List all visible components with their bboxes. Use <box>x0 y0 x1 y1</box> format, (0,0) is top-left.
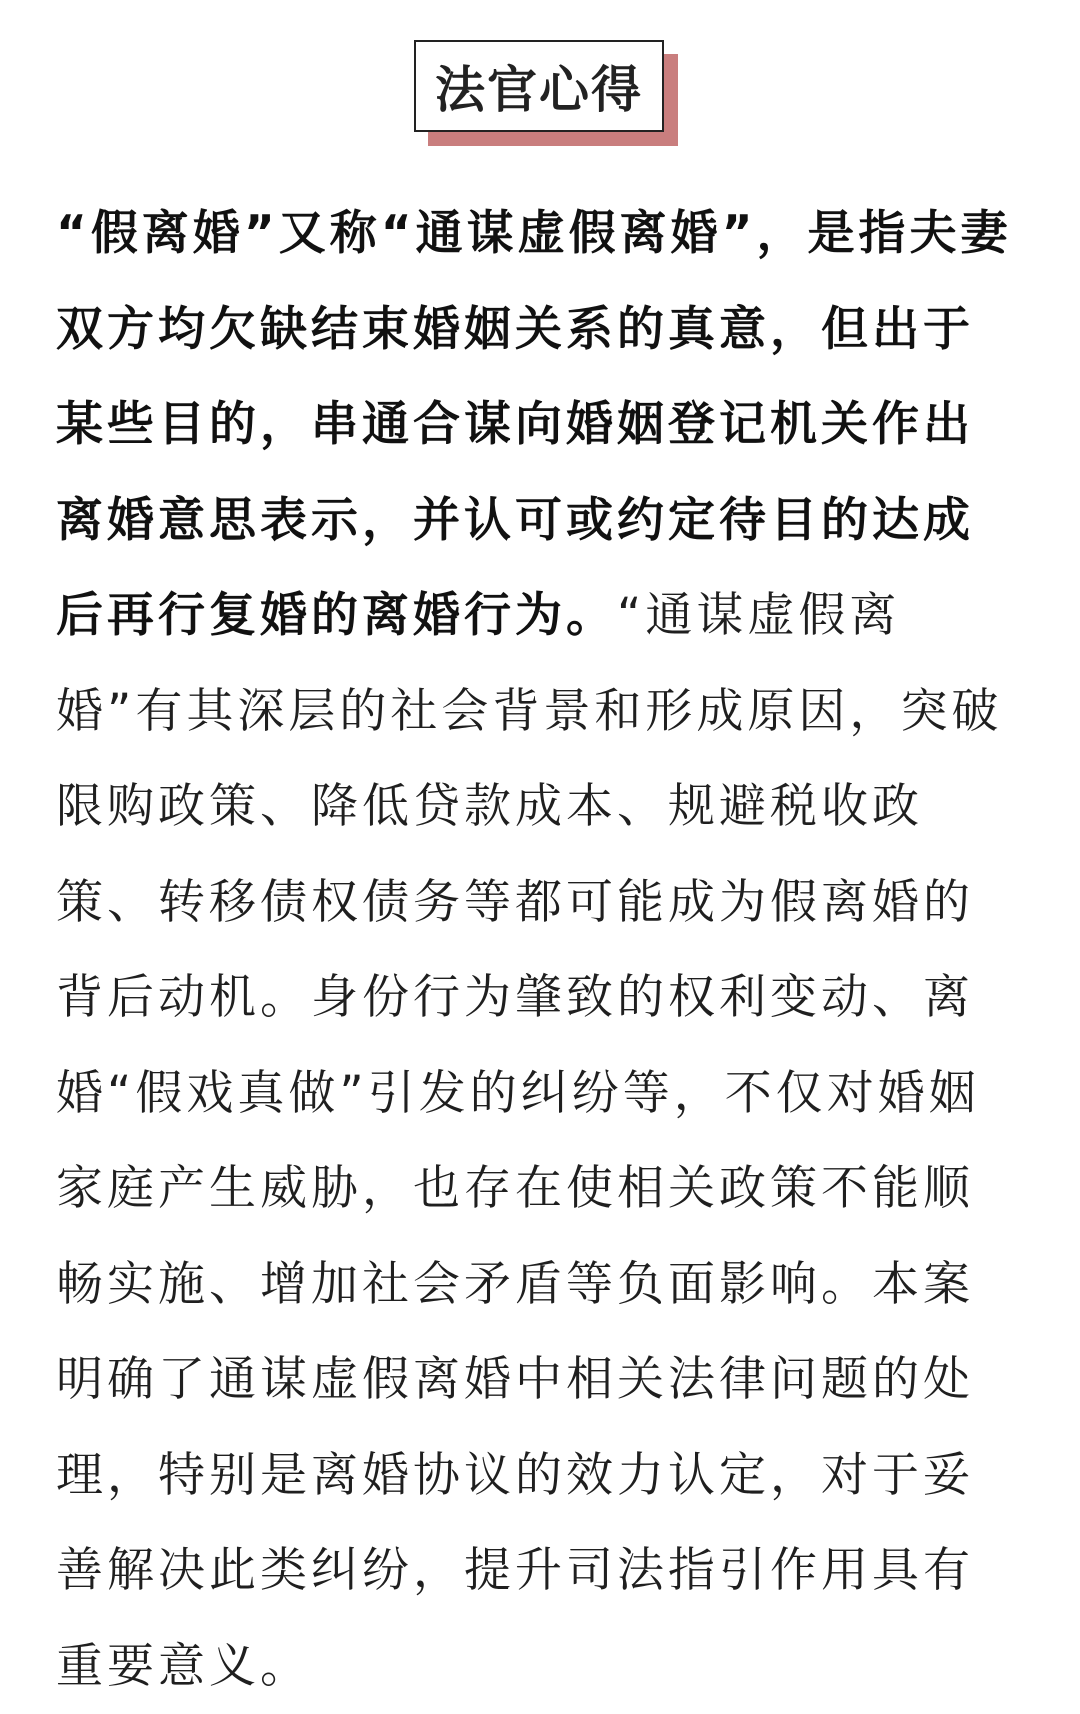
article-paragraph <box>56 186 1024 1714</box>
title-frame <box>414 40 664 132</box>
article-body-text: “通谋虚假离婚”有其深层的社会背景和形成原因，突破限购政策、降低贷款成本、规避税收政策、转移债权债务等都可能成为假离婚的背后动机。身份行为肇致的权利变动、离婚“假戏真做”引发的纠纷等，不仅对婚姻家庭产生威胁，也存在使相关政策不能顺畅实施、增加社会矛盾等负面影响。本案明确了通谋虚假离婚中相关法律问题的处理，特别是离婚协议的效力认定，对于妥善解决此类纠纷，提升司法指引作用具有重要意义。 <box>56 588 1003 1694</box>
article-bold-definition: “假离婚”又称“通谋虚假离婚”，是指夫妻双方均欠缺结束婚姻关系的真意，但出于某些目的，串通合谋向婚姻登记机关作出离婚意思表示，并认可或约定待目的达成后再行复婚的离婚行为。 <box>56 206 1012 643</box>
section-title: 法官心得 <box>435 61 643 119</box>
section-title-box <box>414 40 664 132</box>
